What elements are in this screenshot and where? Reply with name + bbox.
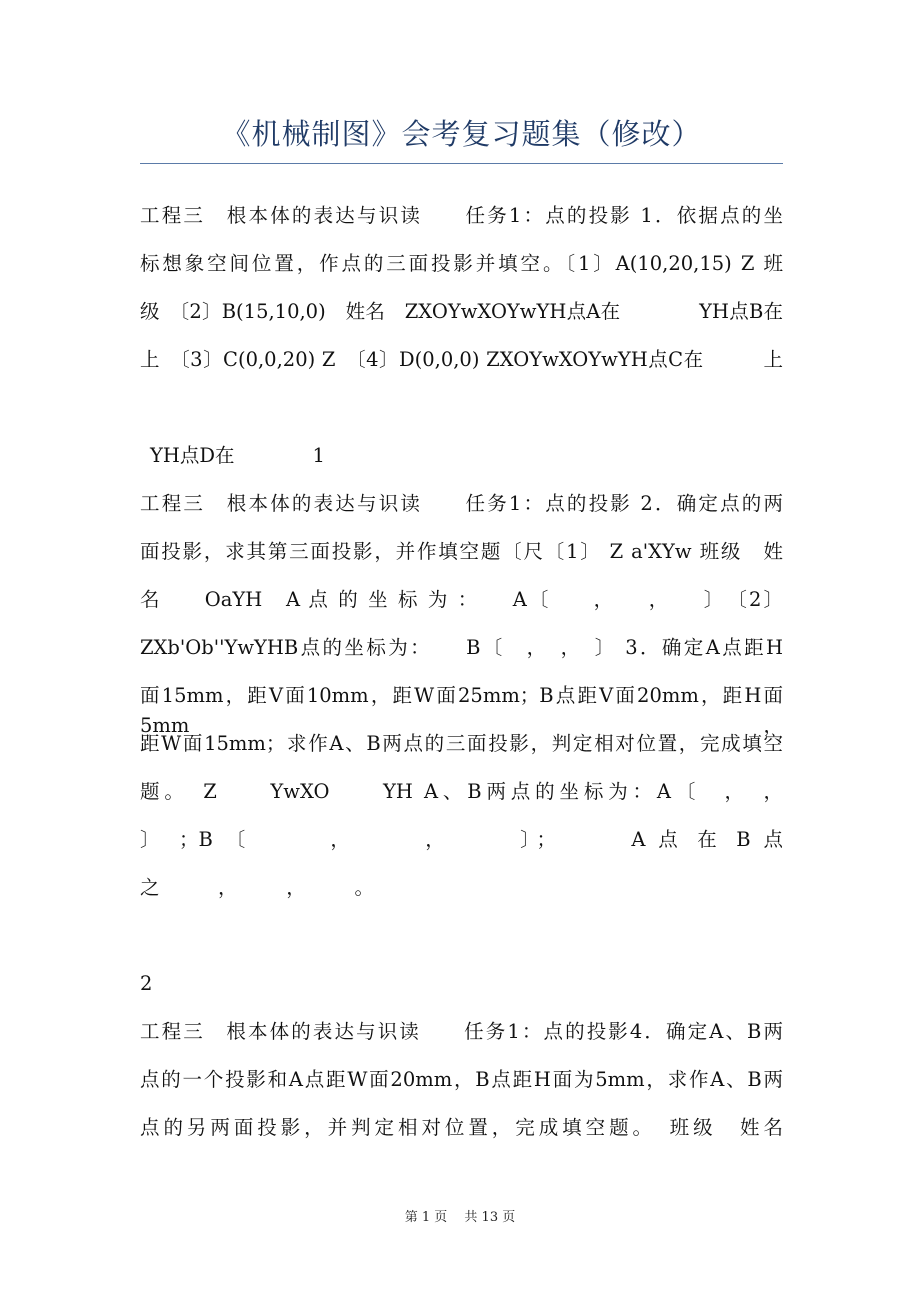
page-title: 《机械制图》会考复习题集（修改） xyxy=(221,117,702,151)
text-line: 〕 ；B 〔 ， ， 〕； A 点 在 B 点 xyxy=(140,828,783,851)
text-line: 级 〔2〕B(15,10,0) 姓名 ZXOYwXOYwYH点A在 YH点B在 xyxy=(140,300,783,323)
text-line: ZXb'Ob''YwYHB点的坐标为： B〔 ， ， 〕 3．确定A点距H xyxy=(140,636,783,659)
page-footer: 第 1 页 共 13 页 xyxy=(404,1210,516,1225)
text-line: 面投影，求其第三面投影，并作填空题〔尺〔1〕 Z a'XYw 班级 姓 xyxy=(140,540,783,563)
text-line: 上 〔3〕C(0,0,20) Z 〔4〕D(0,0,0) ZXOYwXOYwYH点C在 上 xyxy=(140,348,783,371)
text-line: 标想象空间位置，作点的三面投影并填空。〔1〕A(10,20,15) Z 班 xyxy=(140,252,783,275)
text-line: 之 ， ， 。 xyxy=(140,876,375,899)
text-line: 名 OaYH A 点 的 坐 标 为 ： A〔 ， ， 〕 〔2〕 xyxy=(140,588,783,611)
text-line: 工程三 根本体的表达与识读 任务1：点的投影 1．依据点的坐 xyxy=(140,204,783,227)
text-line: 距W面15mm；求作A、B两点的三面投影，判定相对位置，完成填空 xyxy=(140,732,783,755)
text-line: 题。 Z YwXO YH A、B两点的坐标为：A〔 ， ， xyxy=(140,780,783,803)
text-line: YH点D在 1 xyxy=(150,444,325,467)
text-line: 面15mm，距V面10mm，距W面25mm；B点距V面20mm，距H面5mm， xyxy=(140,684,783,737)
text-line: 工程三 根本体的表达与识读 任务1：点的投影4．确定A、B两 xyxy=(140,1020,783,1043)
text-line: 2 xyxy=(140,972,153,995)
text-line: 点的另两面投影，并判定相对位置，完成填空题。 班级 姓名 xyxy=(140,1116,783,1139)
text-line: 工程三 根本体的表达与识读 任务1：点的投影 2．确定点的两 xyxy=(140,492,783,515)
text-line: 点的一个投影和A点距W面20mm，B点距H面为5mm，求作A、B两 xyxy=(140,1068,783,1091)
title-underline xyxy=(140,163,783,164)
